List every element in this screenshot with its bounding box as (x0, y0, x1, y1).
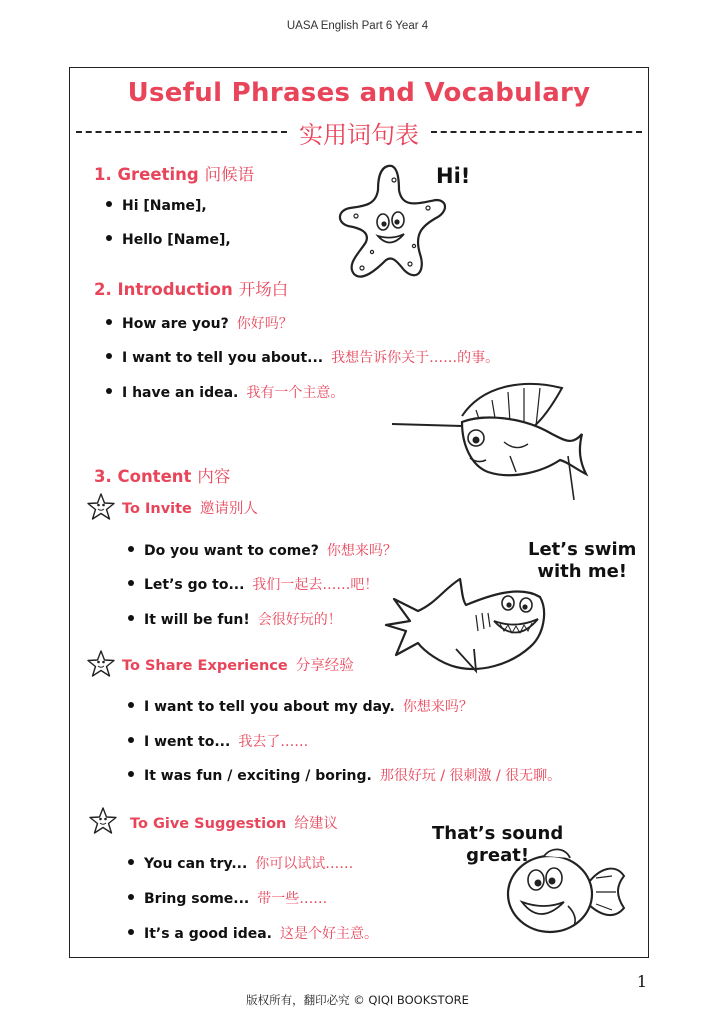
speech-bubble-hi: Hi! (436, 164, 471, 188)
list-item (128, 853, 353, 873)
phrase-english: You can try... (144, 856, 248, 872)
section-heading-greeting (94, 161, 254, 185)
phrase-english: It will be fun! (144, 612, 250, 628)
page-header: UASA English Part 6 Year 4 (286, 20, 429, 32)
phrase-english: Do you want to come? (144, 543, 319, 559)
phrase-chinese: 带一些…… (257, 891, 328, 907)
phrase-english: I went to... (144, 734, 231, 750)
section-heading-chinese: 开场白 (238, 280, 289, 299)
subheading-label: To Invite (122, 501, 192, 517)
phrase-english: Hi [Name], (122, 198, 207, 214)
list-item (106, 382, 344, 402)
starfish-small-icon (88, 806, 118, 836)
subheading-to-invite (122, 497, 258, 518)
bubble-line: with me! (537, 561, 628, 582)
phrase-chinese: 你可以试试…… (255, 856, 354, 872)
page-number: 1 (636, 972, 647, 991)
section-heading-label: 3. Content (94, 467, 192, 486)
bubble-line: That’s sound (432, 823, 564, 844)
section-heading-label: 2. Introduction (94, 280, 233, 299)
subheading-label: To Share Experience (122, 658, 288, 674)
speech-bubble-fish (432, 823, 563, 867)
phrase-chinese: 我想告诉你关于……的事。 (331, 350, 500, 366)
phrase-chinese: 你想来吗？ (326, 543, 397, 559)
list-item (128, 540, 397, 560)
page-footer: 版权所有，翻印必究 © QIQI BOOKSTORE (246, 993, 469, 1007)
section-heading-introduction (94, 276, 288, 300)
phrase-chinese: 你好吗？ (236, 316, 293, 332)
subheading-chinese: 邀请别人 (199, 501, 258, 517)
section-heading-label: 1. Greeting (94, 165, 199, 184)
phrase-english: It was fun / exciting / boring. (144, 768, 372, 784)
starfish-small-icon (86, 649, 116, 679)
section-heading-chinese: 问候语 (204, 165, 255, 184)
speech-bubble-shark (528, 539, 636, 583)
subtitle-row (76, 115, 642, 149)
list-item (128, 609, 342, 629)
phrase-english: I want to tell you about my day. (144, 699, 395, 715)
phrase-chinese: 会很好玩的！ (257, 612, 342, 628)
phrase-chinese: 那很好玩 / 很刺激 / 很无聊。 (379, 768, 562, 784)
list-item (106, 198, 207, 214)
phrase-chinese: 我去了…… (238, 734, 309, 750)
bubble-line: great! (466, 845, 530, 866)
bubble-line: Let’s swim (528, 539, 637, 560)
list-item (106, 347, 499, 367)
swordfish-illustration (392, 376, 592, 506)
list-item (128, 923, 378, 943)
page-title: Useful Phrases and Vocabulary (127, 78, 591, 108)
list-item (128, 696, 473, 716)
subheading-chinese: 分享经验 (295, 658, 354, 674)
starfish-small-icon (86, 492, 116, 522)
subheading-chinese: 给建议 (294, 816, 338, 832)
section-heading-content (94, 463, 230, 487)
phrase-english: I want to tell you about... (122, 350, 324, 366)
phrase-chinese: 我有一个主意。 (246, 385, 345, 401)
phrase-english: Hello [Name], (122, 232, 231, 248)
subheading-to-give-suggestion (130, 812, 338, 833)
dashed-divider-left (76, 131, 287, 133)
dashed-divider-right (431, 131, 642, 133)
phrase-english: Bring some... (144, 891, 250, 907)
subheading-label: To Give Suggestion (130, 816, 287, 832)
starfish-illustration (336, 160, 450, 288)
list-item (106, 313, 293, 333)
list-item (128, 731, 308, 751)
phrase-chinese: 我们一起去……吧！ (252, 577, 379, 593)
subheading-to-share-experience (122, 654, 354, 675)
list-item (106, 232, 231, 248)
section-heading-chinese: 内容 (197, 467, 231, 486)
list-item (128, 888, 327, 908)
phrase-english: Let’s go to... (144, 577, 245, 593)
list-item (128, 765, 561, 785)
phrase-english: I have an idea. (122, 385, 239, 401)
phrase-chinese: 你想来吗？ (402, 699, 473, 715)
page-subtitle: 实用词句表 (299, 120, 419, 149)
phrase-english: How are you? (122, 316, 229, 332)
phrase-chinese: 这是个好主意。 (279, 926, 378, 942)
list-item (128, 574, 378, 594)
shark-illustration (380, 575, 550, 685)
phrase-english: It’s a good idea. (144, 926, 272, 942)
